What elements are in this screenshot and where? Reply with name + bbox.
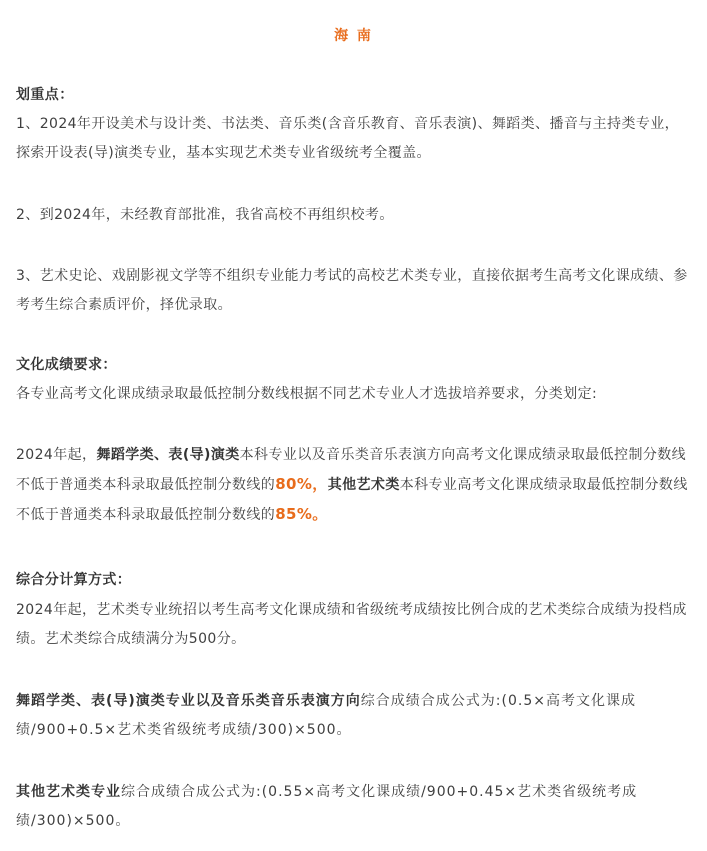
rule-text-f: 本科专业高考文化课成绩录取最低控制分数线不低于普通类本科录取最低控制分数线的 bbox=[16, 477, 688, 523]
key-point-2: 2、到2024年，未经教育部批准，我省高校不再组织校考。 bbox=[16, 207, 394, 223]
percent-80: 80%， bbox=[275, 475, 328, 493]
composite-heading: 综合分计算方式： bbox=[16, 572, 132, 588]
formula-1 bbox=[16, 687, 693, 745]
culture-req-heading: 文化成绩要求： bbox=[16, 357, 117, 373]
culture-req-rule bbox=[16, 441, 693, 530]
composite-intro: 2024年起，艺术类专业统招以考生高考文化课成绩和省级统考成绩按比例合成的艺术类综合成绩为投档成绩。艺术类综合成绩满分为500分。 bbox=[16, 602, 687, 647]
key-point-3: 3、艺术史论、戏剧影视文学等不组织专业能力考试的高校艺术类专业，直接依据考生高考文化课成绩、参考考生综合素质评价，择优录取。 bbox=[16, 268, 688, 313]
page-title: 海 南 bbox=[334, 28, 373, 44]
formula-1-text: 综合成绩合成公式为:(0.5×高考文化课成绩/900+0.5×艺术类省级统考成绩/300)×500。 bbox=[16, 693, 636, 738]
formula-2-bold: 其他艺术类专业 bbox=[16, 784, 121, 800]
culture-req-intro: 各专业高考文化课成绩录取最低控制分数线根据不同艺术专业人才选拔培养要求，分类划定: bbox=[16, 386, 598, 402]
rule-text-c: 本科专业以及音乐类音乐表演方向高考文化课成绩录取最低控制分数线不低于普通类本科录取最低控制分数线的 bbox=[16, 447, 687, 493]
rule-bold-other: 其他艺术类 bbox=[327, 477, 400, 493]
formula-1-bold: 舞蹈学类、表(导)演类专业以及音乐类音乐表演方向 bbox=[16, 693, 361, 709]
rule-text-a: 2024年起， bbox=[16, 447, 97, 463]
percent-85: 85%。 bbox=[275, 505, 328, 523]
key-point-1: 1、2024年开设美术与设计类、书法类、音乐类(含音乐教育、音乐表演)、舞蹈类、播音与主持类专业，探索开设表(导)演类专业，基本实现艺术类专业省级统考全覆盖。 bbox=[16, 116, 680, 161]
formula-2 bbox=[16, 778, 693, 836]
formula-2-text: 综合成绩合成公式为:(0.55×高考文化课成绩/900+0.45×艺术类省级统考成绩/300)×500。 bbox=[16, 784, 638, 829]
rule-bold-dance: 舞蹈学类、表(导)演类 bbox=[96, 447, 240, 463]
key-points-heading: 划重点： bbox=[16, 87, 74, 103]
